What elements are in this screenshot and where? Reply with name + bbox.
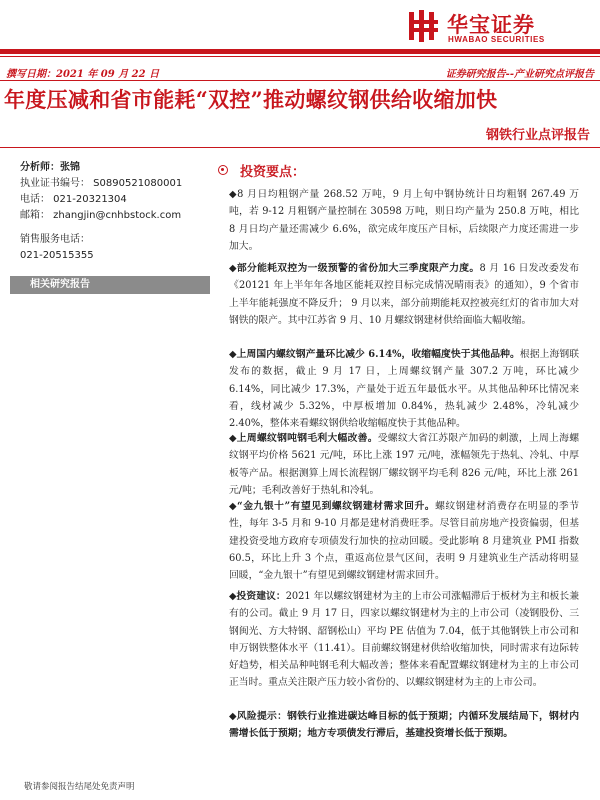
brand-name-cn: 华宝证券 bbox=[447, 13, 535, 37]
analyst-email: 邮箱： zhangjin@cnhbstock.com bbox=[20, 210, 182, 221]
investment-heading-text: 投资要点： bbox=[240, 165, 306, 180]
subtitle-bottom-rule bbox=[0, 147, 600, 148]
header-top-rule bbox=[0, 49, 600, 54]
report-date: 撰写日期：2021 年 09 月 22 日 bbox=[6, 69, 160, 80]
point-5-text: 螺纹钢建材消费存在明显的季节性，每年 3-5 月和 9-10 月都是建材消费旺季。尽管目前房地产投资偏弱，但基建投资受地方政府专项债发行加快的拉动回暖。受此影响 8 月建筑业 PMI 指数 60.5，环比上升 3 个点，重返高位景气区间，表明 9 月建筑业生产活动将明显回暖，“金九银十”有望见到螺纹钢建材需求回升。 bbox=[229, 501, 579, 582]
investment-point-4 bbox=[229, 430, 579, 499]
analyst-phone: 电话： 021-20321304 bbox=[20, 194, 127, 205]
point-4-heading: ◆上周螺纹钢吨钢毛利大幅改善。 bbox=[229, 433, 378, 444]
brand-name-en: HWABAO SECURITIES bbox=[448, 35, 545, 44]
point-5-heading: ◆“金九银十”有望见到螺纹钢建材需求回升。 bbox=[229, 501, 436, 512]
analyst-name: 分析师：张锦 bbox=[20, 162, 80, 173]
point-3-text: 根据上海钢联发布的数据，截止 9 月 17 日，上周螺纹钢产量 307.2 万吨，环比减少 6.14%，同比减少 17.3%，产量处于近五年最低水平。从其他品种环比情况来看，线材减少 5.32%，中厚板增加 0.84%，热轧减少 2.48%，冷轧减少 2.40%，整体来看螺纹钢供给收缩幅度快于其他品种。 bbox=[229, 349, 580, 430]
investment-point-6 bbox=[229, 588, 579, 692]
title-top-rule bbox=[0, 80, 600, 81]
investment-point-7 bbox=[229, 708, 579, 743]
investment-point-5 bbox=[229, 498, 579, 584]
investment-point-2 bbox=[229, 260, 579, 329]
header-top-rule-thin bbox=[0, 56, 600, 57]
analyst-cert: 执业证书编号： S0890521080001 bbox=[20, 178, 183, 189]
sales-phone: 021-20515355 bbox=[20, 250, 94, 261]
brand-logo-icon bbox=[405, 8, 441, 44]
disclaimer-footer: 敬请参阅报告结尾处免责声明 bbox=[24, 782, 135, 792]
sales-label: 销售服务电话： bbox=[20, 234, 90, 245]
brand-logo bbox=[405, 8, 595, 44]
analyst-info bbox=[20, 160, 200, 264]
point-7-text: ◆风险提示：钢铁行业推进碳达峰目标的低于预期；内循环发展结局下，钢材内需增长低于预期；地方专项债发行滞后，基建投资增长低于预期。 bbox=[229, 711, 579, 740]
point-6-text: 2021 年以螺纹钢建材为主的上市公司涨幅滞后于板材为主和板长兼有的公司。截止 9 月 17 日，四家以螺纹钢建材为主的上市公司（凌钢股份、三钢闽光、方大特钢、韶钢松山）平均 PE 估值为 7.04，低于其他钢铁上市公司和申万钢铁整体水平（11.41）。目前螺纹钢建材供给收缩加快，同时需求有边际转好趋势，相关品种吨钢毛利大幅改善；整体来看配置螺纹钢建材为主的上市公司正当时。重点关注限产压力较小省份的、以螺纹钢建材为主的上市公司。 bbox=[229, 591, 579, 689]
investment-point-1 bbox=[229, 186, 579, 255]
related-reports-bar: 相关研究报告 bbox=[10, 276, 210, 294]
report-category: 证券研究报告--产业研究点评报告 bbox=[445, 69, 594, 80]
point-3-heading: ◆上周国内螺纹钢产量环比减少 6.14%，收缩幅度快于其他品种。 bbox=[229, 349, 520, 360]
point-4-text: 受螺纹大省江苏限产加码的刺激，上周上海螺纹钢平均价格 5621 元/吨，环比上涨 197 元/吨，涨幅领先于热轧、冷轧、中厚板等产品。根据测算上周长流程钢厂螺纹钢平均毛利 826 元/吨，环比上涨 261 元/吨；毛利改善好于热轧和冷轧。 bbox=[229, 433, 579, 496]
point-1-text: ◆8 月日均粗钢产量 268.52 万吨，9 月上旬中钢协统计日均粗钢 267.49 万吨，若 9-12 月粗钢产量控制在 30598 万吨，则日均产量为 250.8 万吨，相比 8 月日均产量还需减少 6.6%，欲完成年度压产目标，后续限产力度还需进一步加大。 bbox=[229, 189, 579, 252]
point-2-text: 8 月 16 日发改委发布《20121 年上半年年各地区能耗双控目标完成情况晴雨表》的通知），9 个省市上半年能耗强度不降反升； 9 月以来，部分前期能耗双控被亮红灯的省市加大对钢铁的限产。其中江苏省 9 月、10 月螺纹钢建材供给面临大幅收缩。 bbox=[229, 263, 579, 326]
point-2-heading: ◆部分能耗双控为一级预警的省份加大三季度限产力度。 bbox=[229, 263, 480, 274]
report-title: 年度压减和省市能耗“双控”推动螺纹钢供给收缩加快 bbox=[4, 87, 498, 112]
report-subtitle: 钢铁行业点评报告 bbox=[485, 128, 590, 143]
target-icon bbox=[218, 165, 228, 175]
point-6-heading: ◆投资建议： bbox=[229, 591, 286, 602]
investment-point-3 bbox=[229, 346, 579, 432]
